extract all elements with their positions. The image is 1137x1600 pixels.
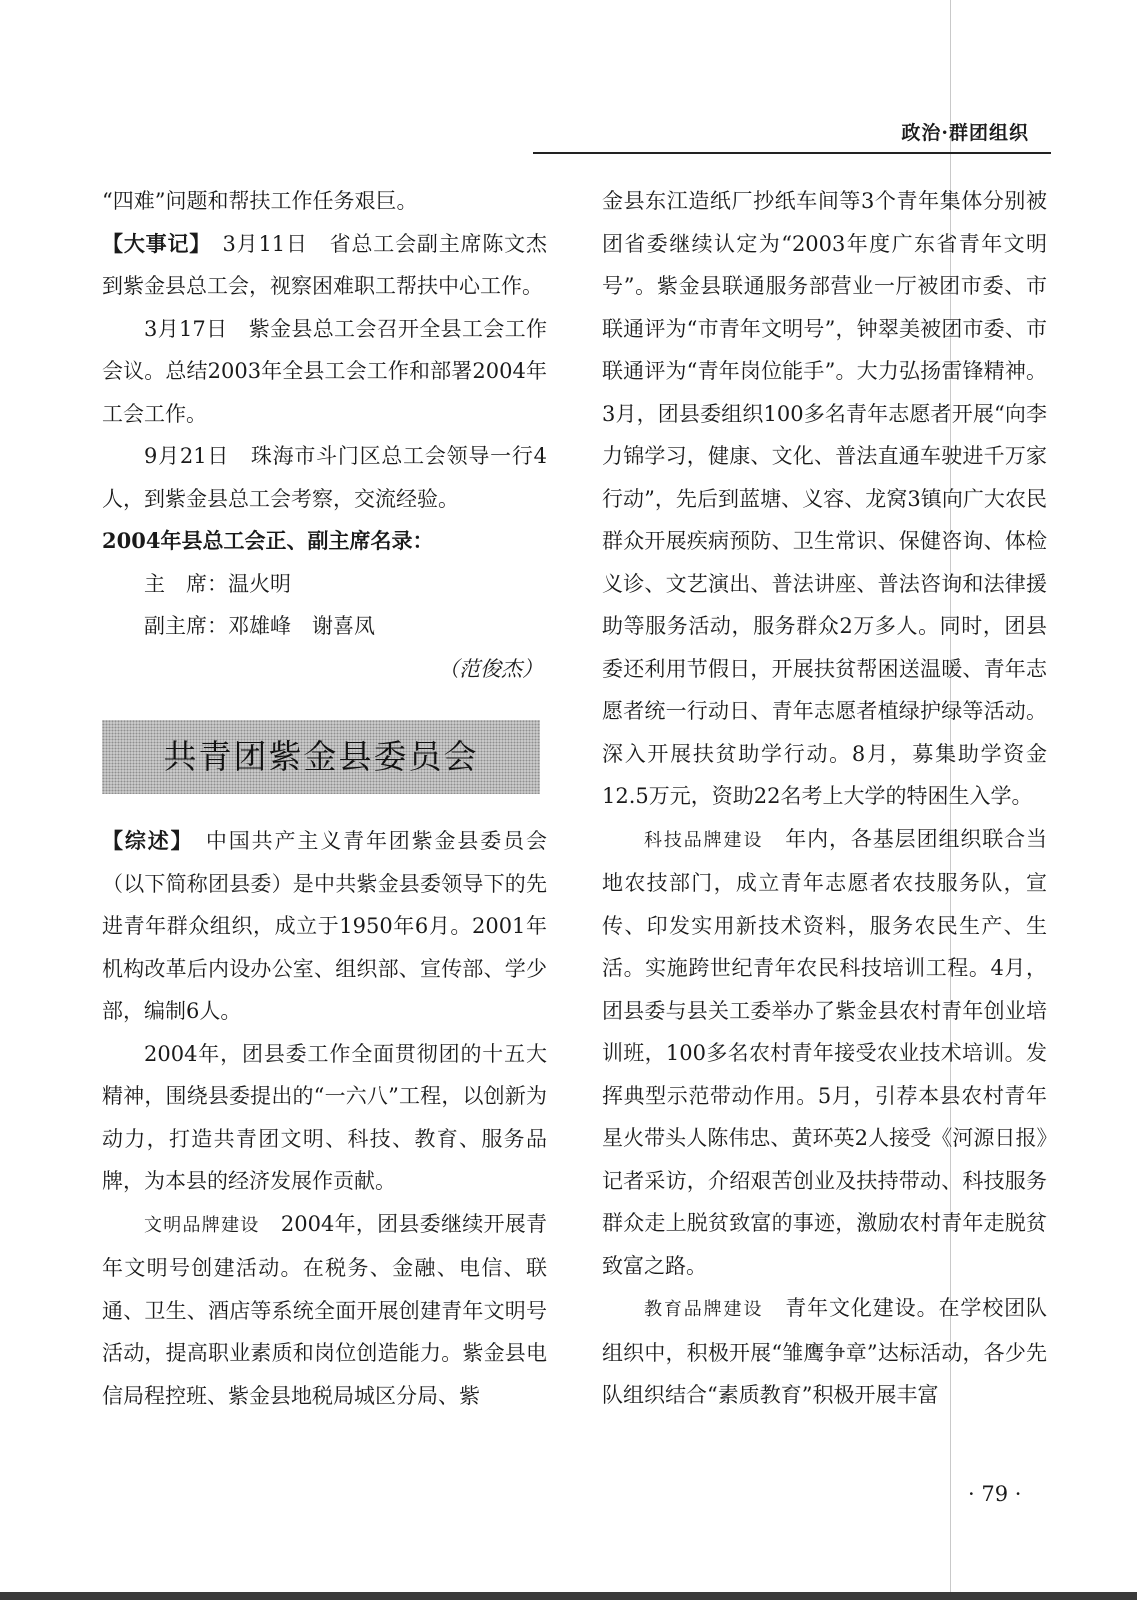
scan-bottom-edge [0,1592,1137,1600]
event-entry: 9月21日 珠海市斗门区总工会领导一行4人，到紫金县总工会考察，交流经验。 [102,444,547,511]
left-column [102,180,547,1417]
events-entry [102,223,547,308]
edu-text: 青年文化建设。在学校团队组织中，积极开展“雏鹰争章”达标活动，各少先队组织结合“素质教育”积极开展丰富 [602,1296,1048,1407]
event-text: 3月11日 省总工会副主席陈文杰到紫金县总工会，视察困难职工帮扶中心工作。 [102,231,548,298]
event-entry: 3月17日 紫金县总工会召开全县工会工作会议。总结2003年全县工会工作和部署2004年工会工作。 [102,316,547,426]
tech-text: 年内，各基层团组织联合当地农技部门，成立青年志愿者农技服务队，宣传、印发实用新技术资料，服务农民生产、生活。实施跨世纪青年农民科技培训工程。4月，团县委与县关工委举办了紫金县农村青年创业培训班，100多名农村青年接受农业技术培训。发挥典型示范带动作用。5月，引荐本县农村青年星火带头人陈伟忠、黄环英2人接受《河源日报》记者采访，介绍艰苦创业及扶持带动、科技服务群众走上脱贫致富的事迹，激励农村青年走脱贫致富之路。 [602,826,1048,1278]
page-number: · 79 · [968,1482,1022,1506]
running-header: 政治·群团组织 [901,122,1029,144]
overview-entry [102,820,547,1033]
roster-chair: 主 席：温火明 [144,571,291,596]
right-column [602,180,1047,1417]
paragraph: 金县东江造纸厂抄纸车间等3个青年集体分别被团省委继续认定为“2003年度广东省青年文明号”。紫金县联通服务部营业一厅被团市委、市联通评为“市青年文明号”，钟翠美被团市委、市联通评为“青年岗位能手”。大力弘扬雷锋精神。3月，团县委组织100多名青年志愿者开展“向李力锦学习，健康、文化、普法直通车驶进千万家行动”，先后到蓝塘、义容、龙窝3镇向广大农民群众开展疾病预防、卫生常识、保健咨询、体检义诊、文艺演出、普法讲座、普法咨询和法律援助等服务活动，服务群众2万多人。同时，团县委还利用节假日，开展扶贫帮困送温暖、青年志愿者统一行动日、青年志愿者植绿护绿等活动。深入开展扶贫助学行动。8月，募集助学资金12.5万元，资助22名考上大学的特困生入学。 [602,189,1047,808]
author-signoff: （范俊杰） [438,656,543,681]
tech-brand-entry [602,818,1047,1288]
civilization-label: 文明品牌建设 [144,1214,260,1236]
overview-text: 中国共产主义青年团紫金县委员会（以下简称团县委）是中共紫金县委领导下的先进青年群众组织，成立于1950年6月。2001年机构改革后内设办公室、组织部、宣传部、学少部，编制6人。 [102,829,548,1023]
paragraph: “四难”问题和帮扶工作任务艰巨。 [102,189,418,213]
events-label: 【大事记】 [102,230,201,256]
overview-label: 【综述】 [102,828,183,853]
edu-brand-entry [602,1287,1047,1417]
civilization-text: 2004年，团县委继续开展青年文明号创建活动。在税务、金融、电信、联通、卫生、酒店等系统全面开展创建青年文明号活动，提高职业素质和岗位创造能力。紫金县电信局程控班、紫金县地税局城区分局、紫 [102,1211,548,1408]
civilization-brand-entry [102,1203,547,1418]
tech-label: 科技品牌建设 [644,829,764,851]
roster-title: 2004年县总工会正、副主席名录： [102,528,434,553]
roster-vice: 副主席：邓雄峰 谢喜凤 [144,614,375,638]
section-title: 共青团紫金县委员会 [163,736,479,776]
paragraph: 2004年，团县委工作全面贯彻团的十五大精神，围绕县委提出的“一六八”工程，以创新为动力，打造共青团文明、科技、教育、服务品牌，为本县的经济发展作贡献。 [102,1041,547,1193]
edu-label: 教育品牌建设 [644,1299,764,1320]
section-heading-box [102,720,540,794]
header-rule [533,152,1051,154]
